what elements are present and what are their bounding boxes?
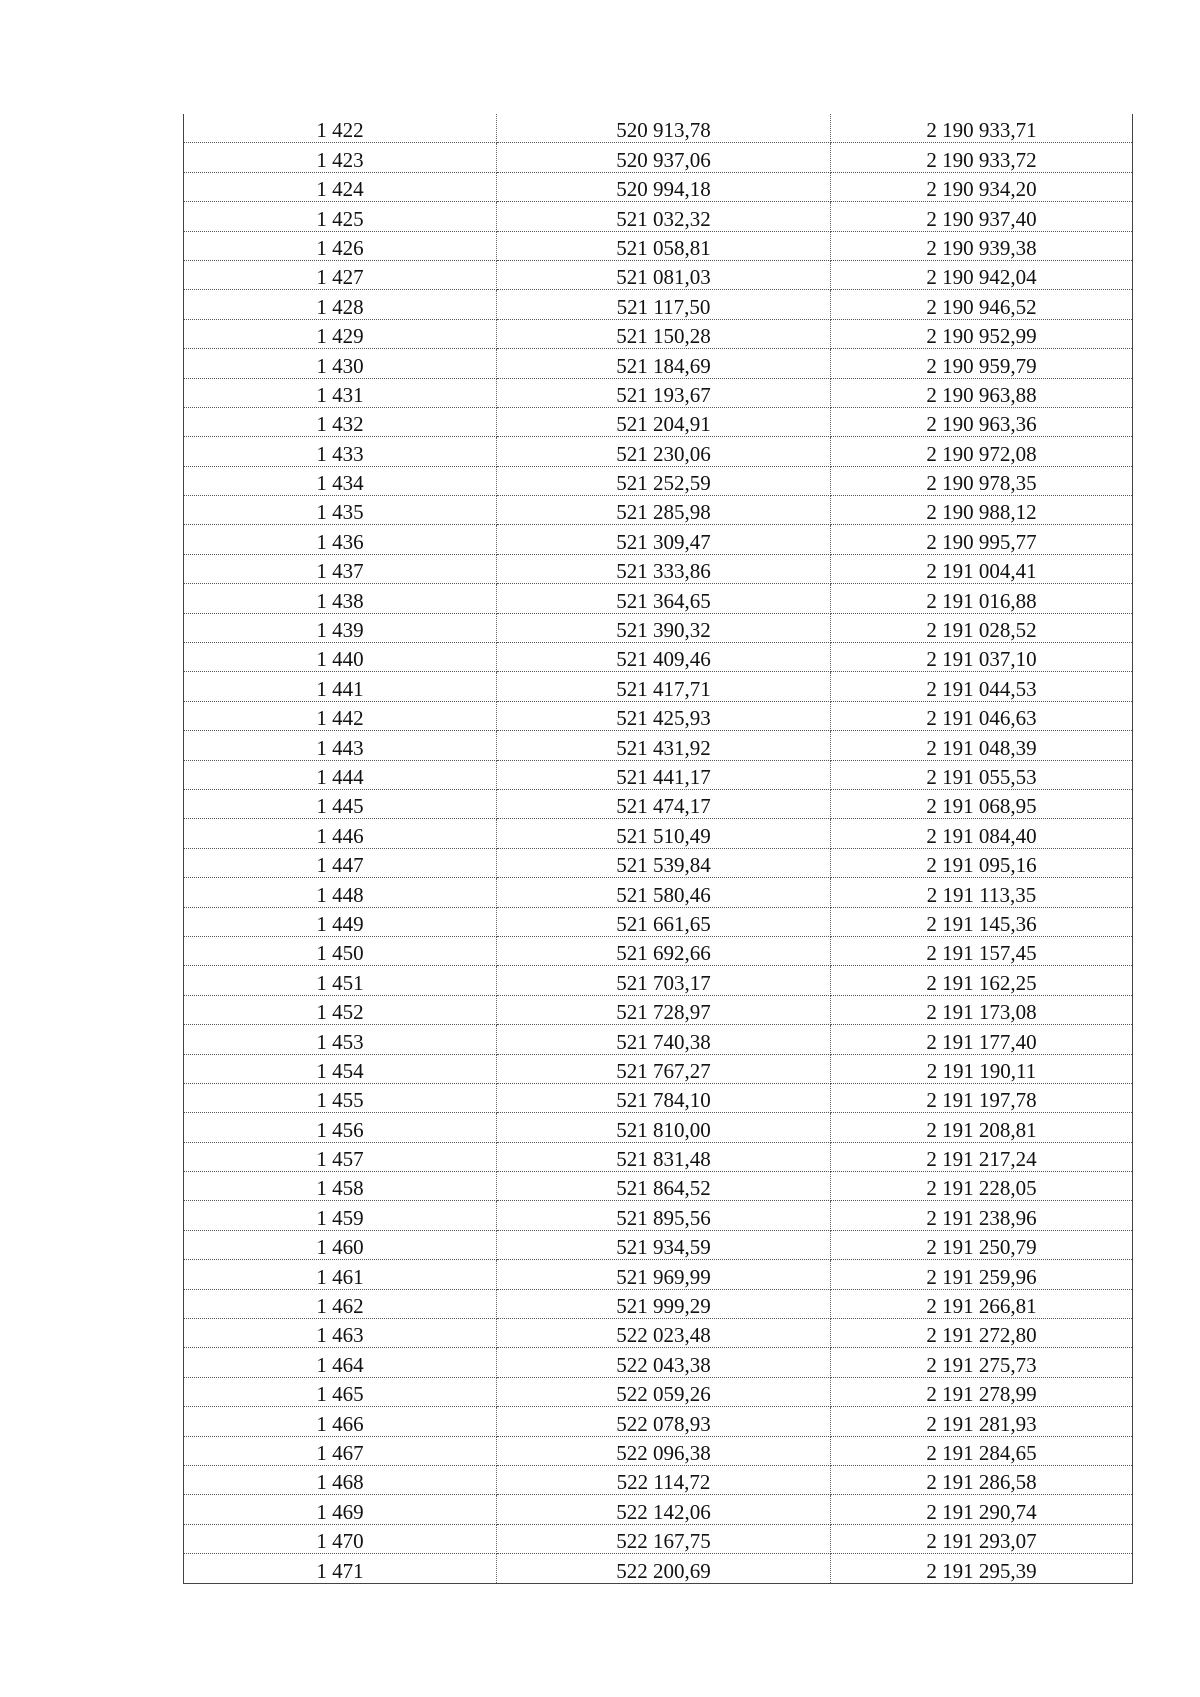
y-coordinate-cell: 2 191 037,10 [831,643,1133,672]
table-row [184,936,1133,965]
x-coordinate-cell: 521 431,92 [497,731,831,760]
point-number-cell: 1 444 [184,760,497,789]
y-coordinate-cell: 2 191 217,24 [831,1142,1133,1171]
y-coordinate-cell: 2 191 208,81 [831,1113,1133,1142]
y-coordinate-cell: 2 191 284,65 [831,1436,1133,1465]
coordinates-table-body [184,114,1133,1583]
y-coordinate-cell: 2 190 963,36 [831,407,1133,436]
point-number-cell: 1 424 [184,172,497,201]
y-coordinate-cell: 2 191 016,88 [831,584,1133,613]
x-coordinate-cell: 520 937,06 [497,143,831,172]
point-number-cell: 1 467 [184,1436,497,1465]
point-number-cell: 1 440 [184,643,497,672]
y-coordinate-cell: 2 191 293,07 [831,1524,1133,1553]
y-coordinate-cell: 2 191 266,81 [831,1289,1133,1318]
table-row [184,1083,1133,1112]
x-coordinate-cell: 521 309,47 [497,525,831,554]
x-coordinate-cell: 521 441,17 [497,760,831,789]
point-number-cell: 1 431 [184,378,497,407]
table-row [184,1436,1133,1465]
y-coordinate-cell: 2 190 952,99 [831,319,1133,348]
point-number-cell: 1 466 [184,1407,497,1436]
table-row [184,437,1133,466]
x-coordinate-cell: 521 184,69 [497,349,831,378]
y-coordinate-cell: 2 191 228,05 [831,1172,1133,1201]
x-coordinate-cell: 521 474,17 [497,789,831,818]
table-row [184,114,1133,143]
y-coordinate-cell: 2 191 044,53 [831,672,1133,701]
y-coordinate-cell: 2 191 162,25 [831,966,1133,995]
table-row [184,789,1133,818]
point-number-cell: 1 464 [184,1348,497,1377]
point-number-cell: 1 452 [184,995,497,1024]
x-coordinate-cell: 521 081,03 [497,260,831,289]
point-number-cell: 1 427 [184,260,497,289]
table-row [184,613,1133,642]
x-coordinate-cell: 521 969,99 [497,1260,831,1289]
y-coordinate-cell: 2 191 048,39 [831,731,1133,760]
y-coordinate-cell: 2 191 197,78 [831,1083,1133,1112]
point-number-cell: 1 455 [184,1083,497,1112]
y-coordinate-cell: 2 191 113,35 [831,878,1133,907]
x-coordinate-cell: 521 539,84 [497,848,831,877]
x-coordinate-cell: 521 810,00 [497,1113,831,1142]
table-row [184,1172,1133,1201]
table-row [184,378,1133,407]
table-row [184,1054,1133,1083]
x-coordinate-cell: 520 913,78 [497,114,831,143]
point-number-cell: 1 426 [184,231,497,260]
point-number-cell: 1 434 [184,466,497,495]
x-coordinate-cell: 521 895,56 [497,1201,831,1230]
table-row [184,1142,1133,1171]
y-coordinate-cell: 2 190 959,79 [831,349,1133,378]
table-row [184,407,1133,436]
y-coordinate-cell: 2 190 988,12 [831,496,1133,525]
point-number-cell: 1 438 [184,584,497,613]
y-coordinate-cell: 2 191 281,93 [831,1407,1133,1436]
table-row [184,1407,1133,1436]
point-number-cell: 1 462 [184,1289,497,1318]
y-coordinate-cell: 2 191 028,52 [831,613,1133,642]
x-coordinate-cell: 521 390,32 [497,613,831,642]
table-row [184,349,1133,378]
x-coordinate-cell: 521 364,65 [497,584,831,613]
point-number-cell: 1 445 [184,789,497,818]
y-coordinate-cell: 2 190 933,71 [831,114,1133,143]
point-number-cell: 1 433 [184,437,497,466]
point-number-cell: 1 465 [184,1377,497,1406]
point-number-cell: 1 436 [184,525,497,554]
table-row [184,584,1133,613]
point-number-cell: 1 432 [184,407,497,436]
y-coordinate-cell: 2 190 933,72 [831,143,1133,172]
y-coordinate-cell: 2 190 934,20 [831,172,1133,201]
table-row [184,1260,1133,1289]
x-coordinate-cell: 521 230,06 [497,437,831,466]
table-row [184,290,1133,319]
table-row [184,731,1133,760]
x-coordinate-cell: 521 193,67 [497,378,831,407]
table-row [184,1201,1133,1230]
x-coordinate-cell: 522 167,75 [497,1524,831,1553]
table-row [184,848,1133,877]
y-coordinate-cell: 2 190 978,35 [831,466,1133,495]
point-number-cell: 1 458 [184,1172,497,1201]
x-coordinate-cell: 522 200,69 [497,1554,831,1583]
point-number-cell: 1 425 [184,202,497,231]
point-number-cell: 1 451 [184,966,497,995]
point-number-cell: 1 423 [184,143,497,172]
x-coordinate-cell: 521 580,46 [497,878,831,907]
table-row [184,525,1133,554]
x-coordinate-cell: 521 425,93 [497,701,831,730]
point-number-cell: 1 460 [184,1230,497,1259]
point-number-cell: 1 443 [184,731,497,760]
y-coordinate-cell: 2 191 295,39 [831,1554,1133,1583]
y-coordinate-cell: 2 191 173,08 [831,995,1133,1024]
x-coordinate-cell: 521 831,48 [497,1142,831,1171]
point-number-cell: 1 447 [184,848,497,877]
y-coordinate-cell: 2 191 272,80 [831,1319,1133,1348]
point-number-cell: 1 439 [184,613,497,642]
y-coordinate-cell: 2 190 937,40 [831,202,1133,231]
x-coordinate-cell: 521 117,50 [497,290,831,319]
point-number-cell: 1 450 [184,936,497,965]
table-row [184,907,1133,936]
x-coordinate-cell: 521 058,81 [497,231,831,260]
point-number-cell: 1 442 [184,701,497,730]
point-number-cell: 1 422 [184,114,497,143]
y-coordinate-cell: 2 190 946,52 [831,290,1133,319]
x-coordinate-cell: 521 999,29 [497,1289,831,1318]
y-coordinate-cell: 2 191 238,96 [831,1201,1133,1230]
y-coordinate-cell: 2 191 046,63 [831,701,1133,730]
y-coordinate-cell: 2 191 004,41 [831,554,1133,583]
table-row [184,496,1133,525]
x-coordinate-cell: 521 740,38 [497,1025,831,1054]
table-row [184,319,1133,348]
table-row [184,1348,1133,1377]
point-number-cell: 1 456 [184,1113,497,1142]
x-coordinate-cell: 521 510,49 [497,819,831,848]
table-row [184,260,1133,289]
table-row [184,995,1133,1024]
x-coordinate-cell: 521 032,32 [497,202,831,231]
point-number-cell: 1 461 [184,1260,497,1289]
table-row [184,966,1133,995]
y-coordinate-cell: 2 191 259,96 [831,1260,1133,1289]
x-coordinate-cell: 521 934,59 [497,1230,831,1259]
y-coordinate-cell: 2 191 084,40 [831,819,1133,848]
x-coordinate-cell: 521 204,91 [497,407,831,436]
y-coordinate-cell: 2 190 963,88 [831,378,1133,407]
point-number-cell: 1 430 [184,349,497,378]
y-coordinate-cell: 2 190 939,38 [831,231,1133,260]
x-coordinate-cell: 522 114,72 [497,1465,831,1494]
x-coordinate-cell: 522 059,26 [497,1377,831,1406]
x-coordinate-cell: 521 692,66 [497,936,831,965]
coordinates-table [183,114,1133,1584]
table-row [184,878,1133,907]
table-row [184,554,1133,583]
point-number-cell: 1 454 [184,1054,497,1083]
y-coordinate-cell: 2 191 290,74 [831,1495,1133,1524]
x-coordinate-cell: 521 661,65 [497,907,831,936]
point-number-cell: 1 437 [184,554,497,583]
x-coordinate-cell: 521 703,17 [497,966,831,995]
table-row [184,1377,1133,1406]
y-coordinate-cell: 2 191 286,58 [831,1465,1133,1494]
table-row [184,760,1133,789]
table-row [184,1289,1133,1318]
x-coordinate-cell: 521 864,52 [497,1172,831,1201]
table-row [184,1230,1133,1259]
point-number-cell: 1 457 [184,1142,497,1171]
x-coordinate-cell: 521 728,97 [497,995,831,1024]
table-row [184,701,1133,730]
x-coordinate-cell: 522 043,38 [497,1348,831,1377]
y-coordinate-cell: 2 191 055,53 [831,760,1133,789]
point-number-cell: 1 468 [184,1465,497,1494]
y-coordinate-cell: 2 191 250,79 [831,1230,1133,1259]
x-coordinate-cell: 521 150,28 [497,319,831,348]
table-row [184,819,1133,848]
x-coordinate-cell: 521 285,98 [497,496,831,525]
x-coordinate-cell: 521 409,46 [497,643,831,672]
point-number-cell: 1 429 [184,319,497,348]
y-coordinate-cell: 2 191 278,99 [831,1377,1133,1406]
x-coordinate-cell: 522 078,93 [497,1407,831,1436]
table-row [184,672,1133,701]
table-row [184,1554,1133,1583]
x-coordinate-cell: 521 417,71 [497,672,831,701]
table-row [184,143,1133,172]
x-coordinate-cell: 521 767,27 [497,1054,831,1083]
y-coordinate-cell: 2 191 190,11 [831,1054,1133,1083]
y-coordinate-cell: 2 191 157,45 [831,936,1133,965]
table-row [184,1465,1133,1494]
x-coordinate-cell: 522 096,38 [497,1436,831,1465]
point-number-cell: 1 448 [184,878,497,907]
y-coordinate-cell: 2 191 275,73 [831,1348,1133,1377]
y-coordinate-cell: 2 190 995,77 [831,525,1133,554]
table-row [184,466,1133,495]
table-row [184,172,1133,201]
table-row [184,1025,1133,1054]
x-coordinate-cell: 522 142,06 [497,1495,831,1524]
table-row [184,231,1133,260]
y-coordinate-cell: 2 191 145,36 [831,907,1133,936]
point-number-cell: 1 463 [184,1319,497,1348]
table-row [184,1524,1133,1553]
point-number-cell: 1 441 [184,672,497,701]
x-coordinate-cell: 521 252,59 [497,466,831,495]
x-coordinate-cell: 522 023,48 [497,1319,831,1348]
point-number-cell: 1 471 [184,1554,497,1583]
point-number-cell: 1 435 [184,496,497,525]
x-coordinate-cell: 520 994,18 [497,172,831,201]
point-number-cell: 1 449 [184,907,497,936]
table-row [184,202,1133,231]
y-coordinate-cell: 2 191 095,16 [831,848,1133,877]
table-row [184,1319,1133,1348]
point-number-cell: 1 453 [184,1025,497,1054]
table-row [184,1113,1133,1142]
point-number-cell: 1 446 [184,819,497,848]
point-number-cell: 1 469 [184,1495,497,1524]
x-coordinate-cell: 521 784,10 [497,1083,831,1112]
x-coordinate-cell: 521 333,86 [497,554,831,583]
y-coordinate-cell: 2 191 177,40 [831,1025,1133,1054]
y-coordinate-cell: 2 191 068,95 [831,789,1133,818]
table-row [184,1495,1133,1524]
point-number-cell: 1 428 [184,290,497,319]
table-row [184,643,1133,672]
y-coordinate-cell: 2 190 942,04 [831,260,1133,289]
y-coordinate-cell: 2 190 972,08 [831,437,1133,466]
point-number-cell: 1 459 [184,1201,497,1230]
point-number-cell: 1 470 [184,1524,497,1553]
